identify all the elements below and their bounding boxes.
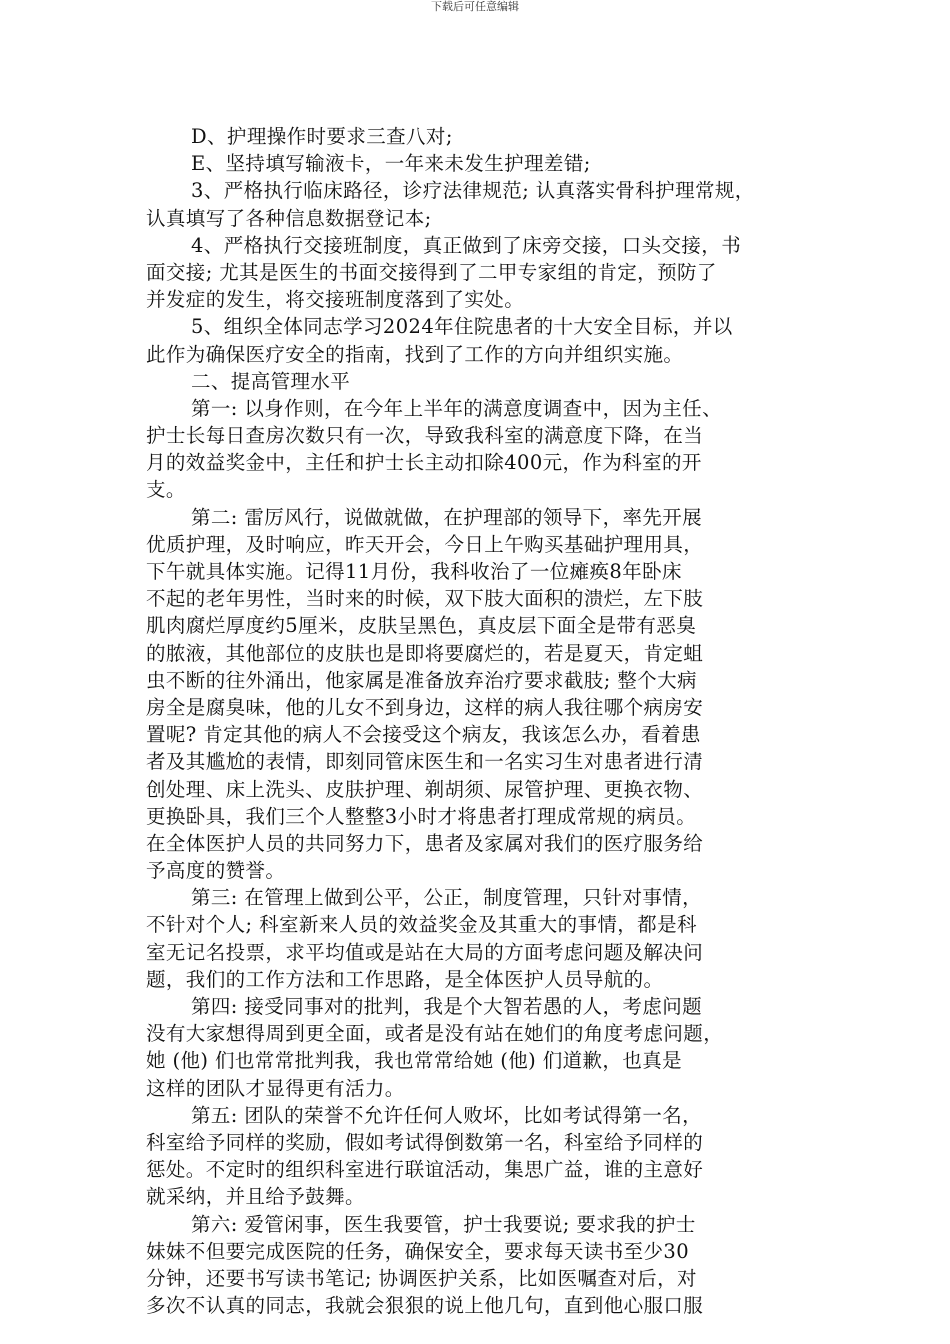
text-line: 第六: 爱管闲事，医生我要管，护士我要说; 要求我的护士	[191, 1212, 696, 1236]
text-line: 第一: 以身作则，在今年上半年的满意度调查中，因为主任、	[191, 396, 722, 420]
document-body	[146, 123, 826, 1319]
text-line: D、护理操作时要求三查八对;	[191, 125, 453, 148]
text-line: 在全体医护人员的共同努力下，患者及家属对我们的医疗服务给	[146, 831, 704, 855]
text-line: 并发症的发生，将交接班制度落到了实处。	[146, 288, 525, 312]
text-line: 此作为确保医疗安全的指南，找到了工作的方向并组织实施。	[146, 342, 684, 366]
text-line: 4、严格执行交接班制度，真正做到了床旁交接，口头交接，书	[191, 233, 742, 257]
text-line: E、坚持填写输液卡，一年来未发生护理差错;	[191, 152, 591, 176]
text-line: 的脓液，其他部位的皮肤也是即将要腐烂的，若是夏天，肯定蛆	[146, 641, 704, 665]
text-line: 面交接; 尤其是医生的书面交接得到了二甲专家组的肯定，预防了	[146, 260, 717, 284]
text-line: 虫不断的往外涌出，他家属是准备放弃治疗要求截肢; 整个大病	[146, 668, 697, 692]
text-line: 第四: 接受同事对的批判，我是个大智若愚的人，考虑问题	[191, 995, 703, 1018]
text-line: 3、严格执行临床路径，诊疗法律规范; 认真落实骨科护理常规，	[191, 179, 755, 203]
text-line: 多次不认真的同志，我就会狠狠的说上他几句，直到他心服口服	[146, 1294, 704, 1318]
text-line: 创处理、床上洗头、皮肤护理、剃胡须、尿管护理、更换衣物、	[146, 777, 704, 801]
text-line: 不针对个人; 科室新来人员的效益奖金及其重大的事情，都是科	[146, 913, 697, 937]
text-line: 认真填写了各种信息数据登记本;	[146, 206, 432, 230]
text-line: 第五: 团队的荣誉不允许任何人败坏，比如考试得第一名，	[191, 1103, 703, 1127]
text-line: 置呢? 肯定其他的病人不会接受这个病友，我该怎么办，看着患	[146, 723, 701, 747]
text-line: 没有大家想得周到更全面，或者是没有站在她们的角度考虑问题，	[146, 1022, 724, 1046]
text-line: 第二: 雷厉风行，说做就做，在护理部的领导下，率先开展	[191, 505, 703, 529]
text-line: 护士长每日查房次数只有一次，导致我科室的满意度下降，在当	[146, 424, 704, 448]
text-line: 者及其尴尬的表情，即刻同管床医生和一名实习生对患者进行清	[146, 750, 704, 774]
text-line: 5、组织全体同志学习2024年住院患者的十大安全目标，并以	[191, 315, 733, 339]
text-line: 科室给予同样的奖励，假如考试得倒数第一名，科室给予同样的	[146, 1130, 704, 1154]
text-line: 室无记名投票，求平均值或是站在大局的方面考虑问题及解决问	[146, 940, 704, 964]
text-line: 分钟，还要书写读书笔记; 协调医护关系，比如医嘱查对后，对	[146, 1266, 697, 1290]
text-line: 她 (他) 们也常常批判我，我也常常给她 (他) 们道歉，也真是	[146, 1049, 683, 1073]
text-line: 不起的老年男性，当时来的时候，双下肢大面积的溃烂，左下肢	[146, 587, 704, 611]
text-line: 下午就具体实施。记得11月份，我科收治了一位瘫痪8年卧床	[146, 560, 682, 583]
text-line: 房全是腐臭味，他的儿女不到身边，这样的病人我往哪个病房安	[146, 695, 704, 719]
text-line: 予高度的赞誉。	[146, 859, 286, 883]
text-line: 妹妹不但要完成医院的任务，确保安全，要求每天读书至少30	[146, 1239, 690, 1263]
text-line: 支。	[146, 478, 186, 502]
text-line: 优质护理，及时响应，昨天开会，今日上午购买基础护理用具，	[146, 532, 704, 556]
text-line: 惩处。不定时的组织科室进行联谊活动，集思广益，谁的主意好	[146, 1158, 704, 1182]
text-line: 这样的团队才显得更有活力。	[146, 1076, 405, 1100]
page-header-note: 下载后可任意编辑	[431, 0, 519, 13]
text-line: 更换卧具，我们三个人整整3小时才将患者打理成常规的病员。	[146, 804, 697, 828]
text-line: 月的效益奖金中，主任和护士长主动扣除400元，作为科室的开	[146, 451, 702, 475]
text-line: 肌肉腐烂厚度约5厘米，皮肤呈黑色，真皮层下面全是带有恶臭	[146, 614, 697, 638]
text-line: 第三: 在管理上做到公平，公正，制度管理，只针对事情，	[191, 886, 703, 910]
text-line: 就采纳，并且给予鼓舞。	[146, 1185, 365, 1209]
text-line: 题，我们的工作方法和工作思路，是全体医护人员导航的。	[146, 967, 664, 991]
text-line: 二、提高管理水平	[191, 369, 351, 393]
